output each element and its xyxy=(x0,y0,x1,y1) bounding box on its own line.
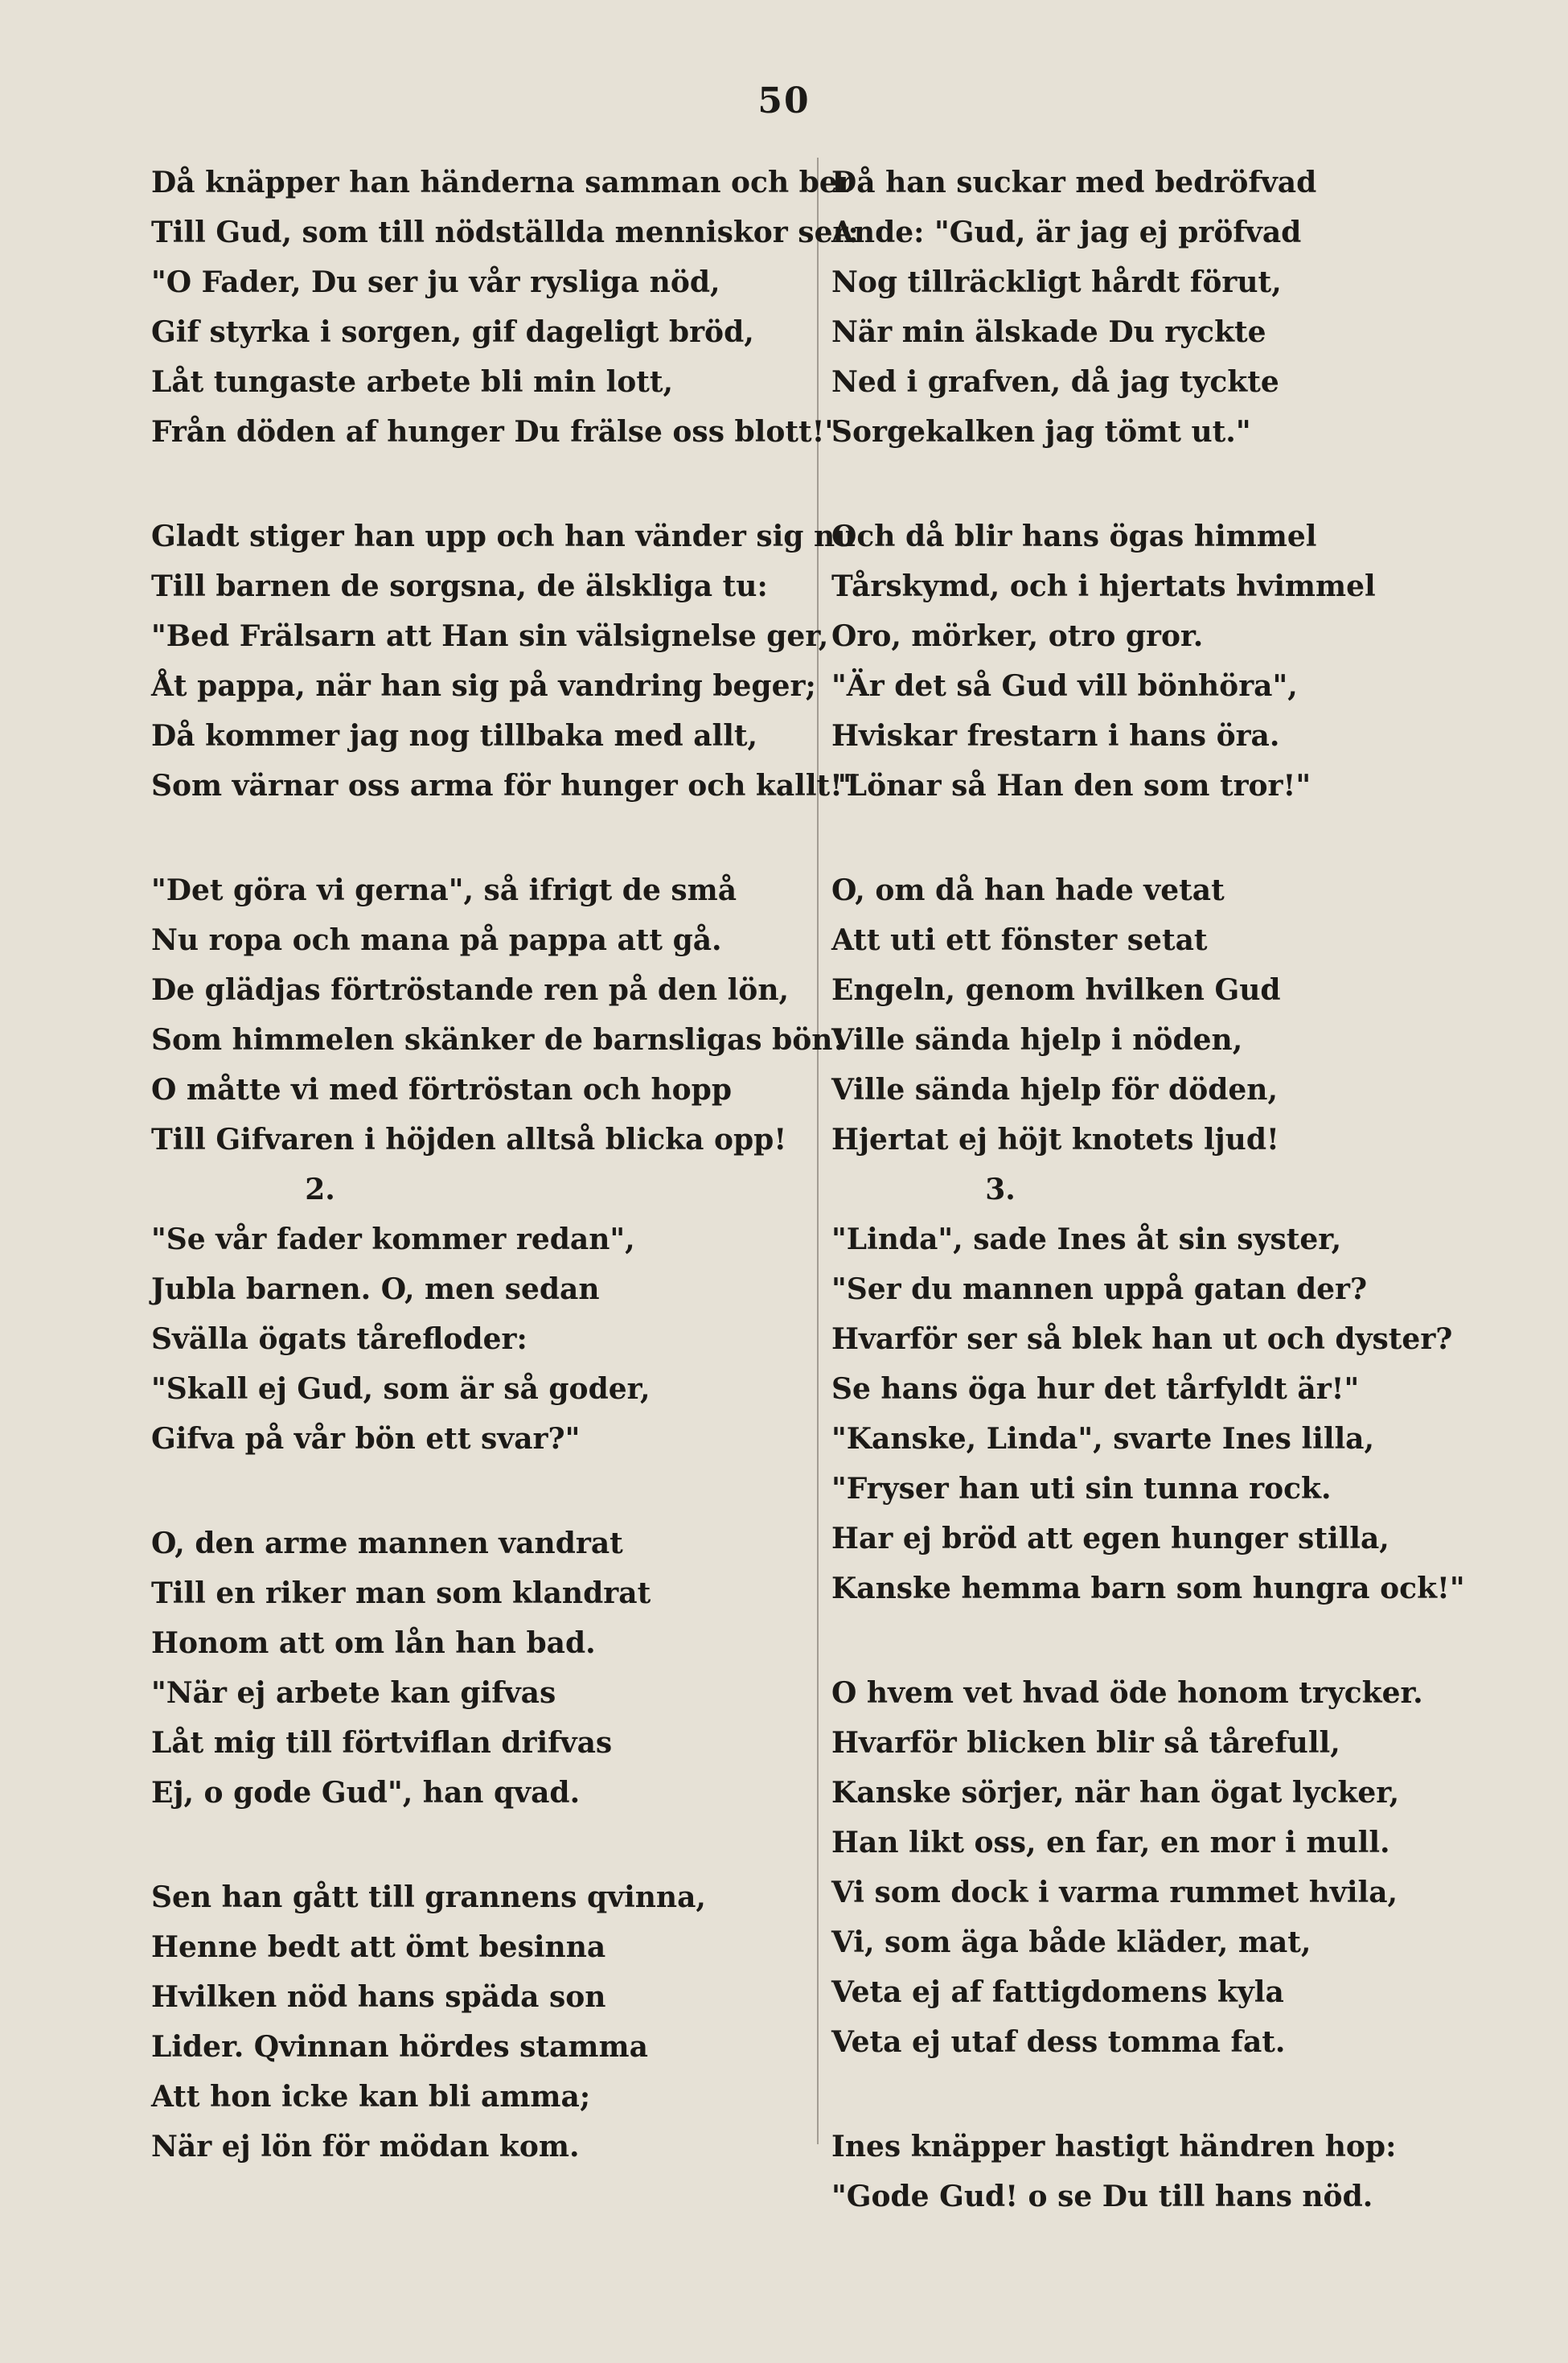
verse-line: "Fryser han uti sin tunna rock. xyxy=(831,1472,1332,1506)
verse-line: Ej, o gode Gud", han qvad. xyxy=(151,1776,581,1810)
stanza xyxy=(151,1518,819,1818)
verse-line: Sen han gått till grannens qvinna, xyxy=(151,1880,706,1914)
verse-line: "Bed Frälsarn att Han sin välsignelse ger, xyxy=(151,619,829,653)
verse-line: O måtte vi med förtröstan och hopp xyxy=(151,1073,733,1107)
verse-line: Kanske hemma barn som hungra ock!" xyxy=(831,1572,1465,1605)
verse-line: "Är det så Gud vill bönhöra", xyxy=(831,669,1298,703)
verse-line: Ville sända hjelp för döden, xyxy=(831,1073,1279,1107)
verse-line: "Kanske, Linda", svarte Ines lilla, xyxy=(831,1422,1375,1456)
verse-line: Vi, som äga både kläder, mat, xyxy=(831,1925,1311,1959)
verse-line: "O Fader, Du ser ju vår rysliga nöd, xyxy=(151,265,720,299)
verse-line: Tårskymd, och i hjertats hvimmel xyxy=(831,569,1376,603)
verse-line: Kanske sörjer, när han ögat lycker, xyxy=(831,1776,1400,1810)
verse-line: De glädjas förtröstande ren på den lön, xyxy=(151,973,790,1007)
verse-line: Till Gifvaren i höjden alltså blicka opp! xyxy=(151,1123,787,1157)
section-number: 3. xyxy=(985,1173,1016,1206)
verse-line: O, den arme mannen vandrat xyxy=(151,1527,623,1560)
verse-line: O, om då han hade vetat xyxy=(831,873,1225,907)
stanza xyxy=(151,512,858,811)
verse-line: "Skall ej Gud, som är så goder, xyxy=(151,1372,651,1406)
verse-line: Hvilken nöd hans späda son xyxy=(151,1980,606,2014)
verse-line: När ej lön för mödan kom. xyxy=(151,2130,580,2164)
verse-line: "Se vår fader kommer redan", xyxy=(151,1223,635,1256)
verse-line: Att uti ett fönster setat xyxy=(831,923,1208,957)
verse-line: Hjertat ej höjt knotets ljud! xyxy=(831,1123,1279,1157)
verse-line: "Ser du mannen uppå gatan der? xyxy=(831,1272,1368,1306)
stanza xyxy=(831,865,1443,1165)
verse-line: Som himmelen skänker de barnsligas bön! xyxy=(151,1023,846,1057)
verse-line: Ville sända hjelp i nöden, xyxy=(831,1023,1243,1057)
verse-line: Engeln, genom hvilken Gud xyxy=(831,973,1281,1007)
verse-line: Jubla barnen. O, men sedan xyxy=(151,1272,600,1306)
verse-line: Nog tillräckligt hårdt förut, xyxy=(831,265,1282,299)
verse-line: Och då blir hans ögas himmel xyxy=(831,520,1317,553)
verse-line: Gifva på vår bön ett svar?" xyxy=(151,1422,581,1456)
verse-line: Sorgekalken jag tömt ut." xyxy=(831,415,1251,449)
verse-line: Gladt stiger han upp och han vänder sig nu xyxy=(151,520,856,553)
verse-line: Till Gud, som till nödställda menniskor ser: xyxy=(151,216,859,249)
verse-line: Då han suckar med bedröfvad xyxy=(831,166,1317,199)
verse-line: Låt tungaste arbete bli min lott, xyxy=(151,365,674,399)
stanza xyxy=(151,1165,819,1464)
stanza xyxy=(831,512,1443,811)
verse-line: Från döden af hunger Du frälse oss blott!" xyxy=(151,415,840,449)
verse-line: "Lönar så Han den som tror!" xyxy=(831,769,1311,803)
stanza xyxy=(831,1165,1465,1613)
verse-line: Vi som dock i varma rummet hvila, xyxy=(831,1876,1398,1909)
verse-line: När min älskade Du ryckte xyxy=(831,315,1266,349)
verse-line: Till en riker man som klandrat xyxy=(151,1576,651,1610)
verse-line: Ned i grafven, då jag tyckte xyxy=(831,365,1279,399)
stanza xyxy=(831,2122,1443,2221)
stanza xyxy=(151,865,846,1165)
verse-line: Svälla ögats tårefloder: xyxy=(151,1322,527,1356)
stanza xyxy=(831,158,1443,457)
verse-line: Till barnen de sorgsna, de älskliga tu: xyxy=(151,569,768,603)
verse-line: Ines knäpper hastigt händren hop: xyxy=(831,2130,1397,2164)
right-column xyxy=(831,158,1465,2221)
verse-line: Ande: "Gud, är jag ej pröfvad xyxy=(831,216,1302,249)
verse-line: Oro, mörker, otro gror. xyxy=(831,619,1204,653)
page-number: 50 xyxy=(757,80,811,121)
verse-line: Åt pappa, när han sig på vandring beger; xyxy=(151,669,816,703)
stanza xyxy=(151,158,859,457)
verse-line: Han likt oss, en far, en mor i mull. xyxy=(831,1826,1390,1860)
left-column xyxy=(151,158,859,2172)
verse-line: O hvem vet hvad öde honom trycker. xyxy=(831,1676,1423,1710)
verse-line: Hvarför ser så blek han ut och dyster? xyxy=(831,1322,1453,1356)
stanza xyxy=(831,1668,1443,2067)
verse-line: Hvarför blicken blir så tårefull, xyxy=(831,1726,1340,1760)
verse-line: Veta ej utaf dess tomma fat. xyxy=(831,2025,1286,2059)
verse-line: Lider. Qvinnan hördes stamma xyxy=(151,2030,648,2064)
verse-line: Att hon icke kan bli amma; xyxy=(151,2080,591,2114)
verse-line: Veta ej af fattigdomens kyla xyxy=(831,1975,1284,2009)
verse-line: Se hans öga hur det tårfyldt är!" xyxy=(831,1372,1360,1406)
verse-line: Har ej bröd att egen hunger stilla, xyxy=(831,1522,1389,1555)
verse-line: Som värnar oss arma för hunger och kallt!" xyxy=(151,769,858,803)
verse-line: "Gode Gud! o se Du till hans nöd. xyxy=(831,2180,1373,2213)
verse-line: "Det göra vi gerna", så ifrigt de små xyxy=(151,873,737,907)
verse-line: Då knäpper han händerna samman och ber xyxy=(151,166,853,199)
verse-line: Gif styrka i sorgen, gif dageligt bröd, xyxy=(151,315,754,349)
verse-line: Låt mig till förtviflan drifvas xyxy=(151,1726,613,1760)
verse-line: Då kommer jag nog tillbaka med allt, xyxy=(151,719,758,753)
section-number: 2. xyxy=(305,1173,335,1206)
verse-line: "När ej arbete kan gifvas xyxy=(151,1676,556,1710)
verse-line: "Linda", sade Ines åt sin syster, xyxy=(831,1223,1342,1256)
verse-line: Honom att om lån han bad. xyxy=(151,1626,596,1660)
verse-line: Nu ropa och mana på pappa att gå. xyxy=(151,923,722,957)
stanza xyxy=(151,1872,819,2172)
verse-line: Hviskar frestarn i hans öra. xyxy=(831,719,1280,753)
verse-line: Henne bedt att ömt besinna xyxy=(151,1930,606,1964)
